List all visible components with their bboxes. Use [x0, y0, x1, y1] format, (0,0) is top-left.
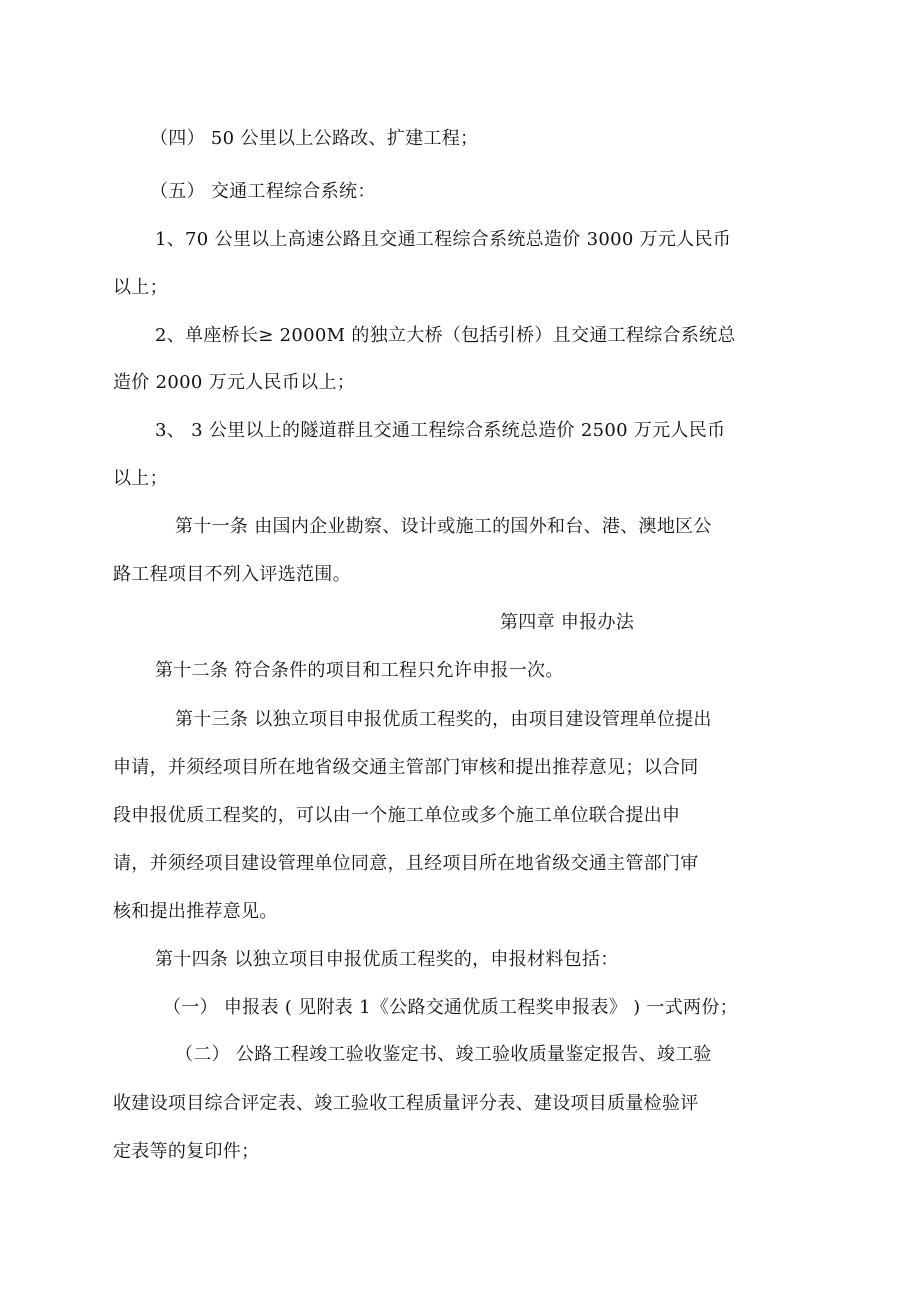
article-13-line-2: 申请，并须经项目所在地省级交通主管部门审核和提出推荐意见；以合同 — [113, 757, 699, 778]
article-13-line-5: 核和提出推荐意见。 — [113, 901, 278, 922]
article-13-line-1: 第十三条 以独立项目申报优质工程奖的，由项目建设管理单位提出 — [175, 709, 712, 730]
article-11-line-2: 路工程项目不列入评选范围。 — [113, 564, 351, 585]
material-item-2-line-1: （二） 公路工程竣工验收鉴定书、竣工验收质量鉴定报告、竣工验 — [175, 1044, 712, 1065]
article-13-line-4: 请，并须经项目建设管理单位同意，且经项目所在地省级交通主管部门审 — [113, 853, 699, 874]
item-1-line-2: 以上； — [113, 277, 168, 298]
item-3-line-2: 以上； — [113, 468, 168, 489]
item-3-line-1: 3、 3 公里以上的隧道群且交通工程综合系统总造价 2500 万元人民币 — [155, 420, 726, 441]
item-2-line-2: 造价 2000 万元人民币以上； — [113, 372, 356, 393]
item-1-line-1: 1、70 公里以上高速公路且交通工程综合系统总造价 3000 万元人民币 — [155, 229, 732, 250]
article-11-line-1: 第十一条 由国内企业勘察、设计或施工的国外和台、港、澳地区公 — [175, 516, 712, 537]
article-13-line-3: 段申报优质工程奖的，可以由一个施工单位或多个施工单位联合提出申 — [113, 805, 681, 826]
material-item-2-line-2: 收建设项目综合评定表、竣工验收工程质量评分表、建设项目质量检验评 — [113, 1093, 699, 1114]
clause-item-4: （四） 50 公里以上公路改、扩建工程； — [150, 128, 479, 149]
article-14: 第十四条 以独立项目申报优质工程奖的，申报材料包括： — [155, 949, 619, 970]
article-12: 第十二条 符合条件的项目和工程只允许申报一次。 — [155, 660, 564, 681]
material-item-1: （一） 申报表 ( 见附表 1《公路交通优质工程奖申报表》 ) 一式两份； — [163, 997, 738, 1018]
material-item-2-line-3: 定表等的复印件； — [113, 1141, 260, 1162]
chapter-heading: 第四章 申报办法 — [500, 612, 635, 633]
clause-item-5: （五） 交通工程综合系统： — [150, 181, 376, 202]
item-2-line-1: 2、单座桥长≥ 2000M 的独立大桥（包括引桥）且交通工程综合系统总 — [155, 325, 736, 346]
